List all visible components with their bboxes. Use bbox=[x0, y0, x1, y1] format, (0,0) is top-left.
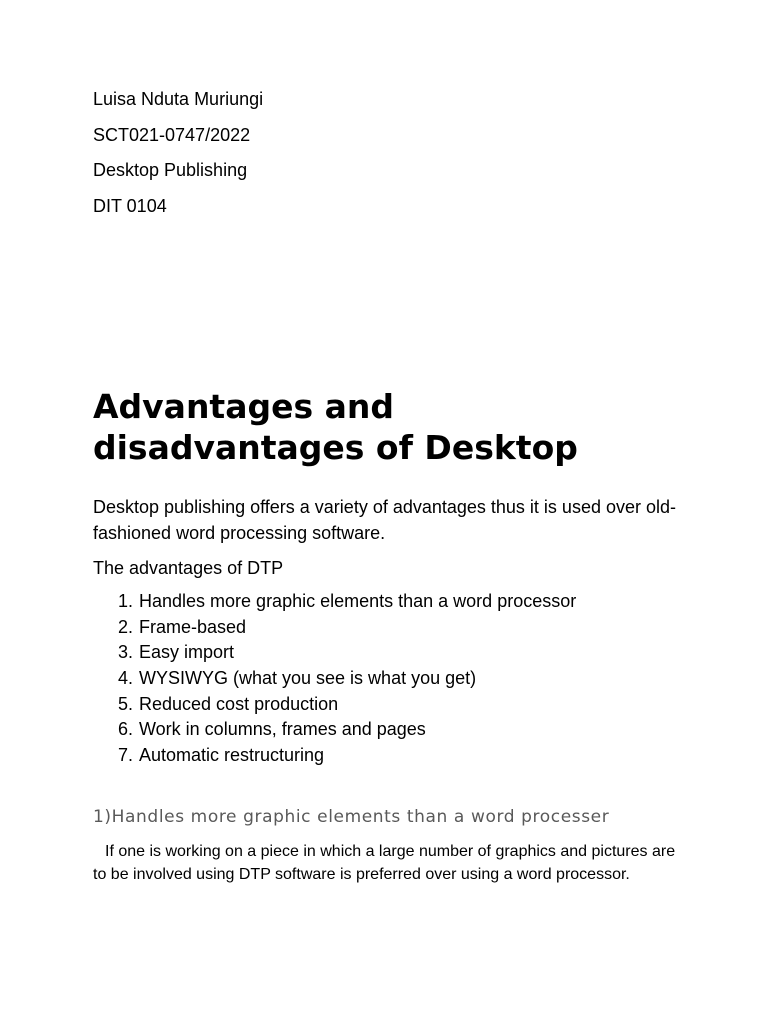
list-item-text: WYSIWYG (what you see is what you get) bbox=[139, 668, 477, 689]
course-name: Desktop Publishing bbox=[93, 160, 248, 180]
section-heading: 1)Handles more graphic elements than a word processer bbox=[93, 807, 610, 827]
list-item-number: 5. bbox=[117, 693, 133, 714]
list-item-text: Easy import bbox=[139, 642, 235, 663]
list-item-number: 3. bbox=[117, 642, 133, 663]
list-item-text: Work in columns, frames and pages bbox=[139, 719, 426, 740]
list-item-number: 4. bbox=[117, 668, 133, 689]
author-name: Luisa Nduta Muriungi bbox=[93, 89, 264, 109]
list-item-text: Automatic restructuring bbox=[139, 745, 325, 766]
list-item-number: 2. bbox=[117, 616, 133, 637]
section-paragraph: If one is working on a piece in which a large number of graphics and pictures are to be involved using DTP software is preferred over using a word processor. bbox=[93, 843, 676, 883]
list-item-text: Reduced cost production bbox=[139, 693, 339, 714]
registration-number: SCT021-0747/2022 bbox=[93, 125, 251, 145]
list-item-text: Frame-based bbox=[139, 616, 247, 637]
list-item-number: 7. bbox=[117, 745, 133, 766]
unit-code: DIT 0104 bbox=[93, 196, 167, 216]
advantages-heading: The advantages of DTP bbox=[93, 558, 284, 578]
intro-paragraph: Desktop publishing offers a variety of advantages thus it is used over old-fashioned word processing software. bbox=[93, 497, 676, 543]
list-item-number: 1. bbox=[117, 591, 133, 611]
list-item-number: 6. bbox=[117, 719, 133, 740]
document-title: Advantages and disadvantages of Desktop bbox=[93, 387, 578, 467]
list-item-text: Handles more graphic elements than a word processor bbox=[139, 591, 577, 611]
